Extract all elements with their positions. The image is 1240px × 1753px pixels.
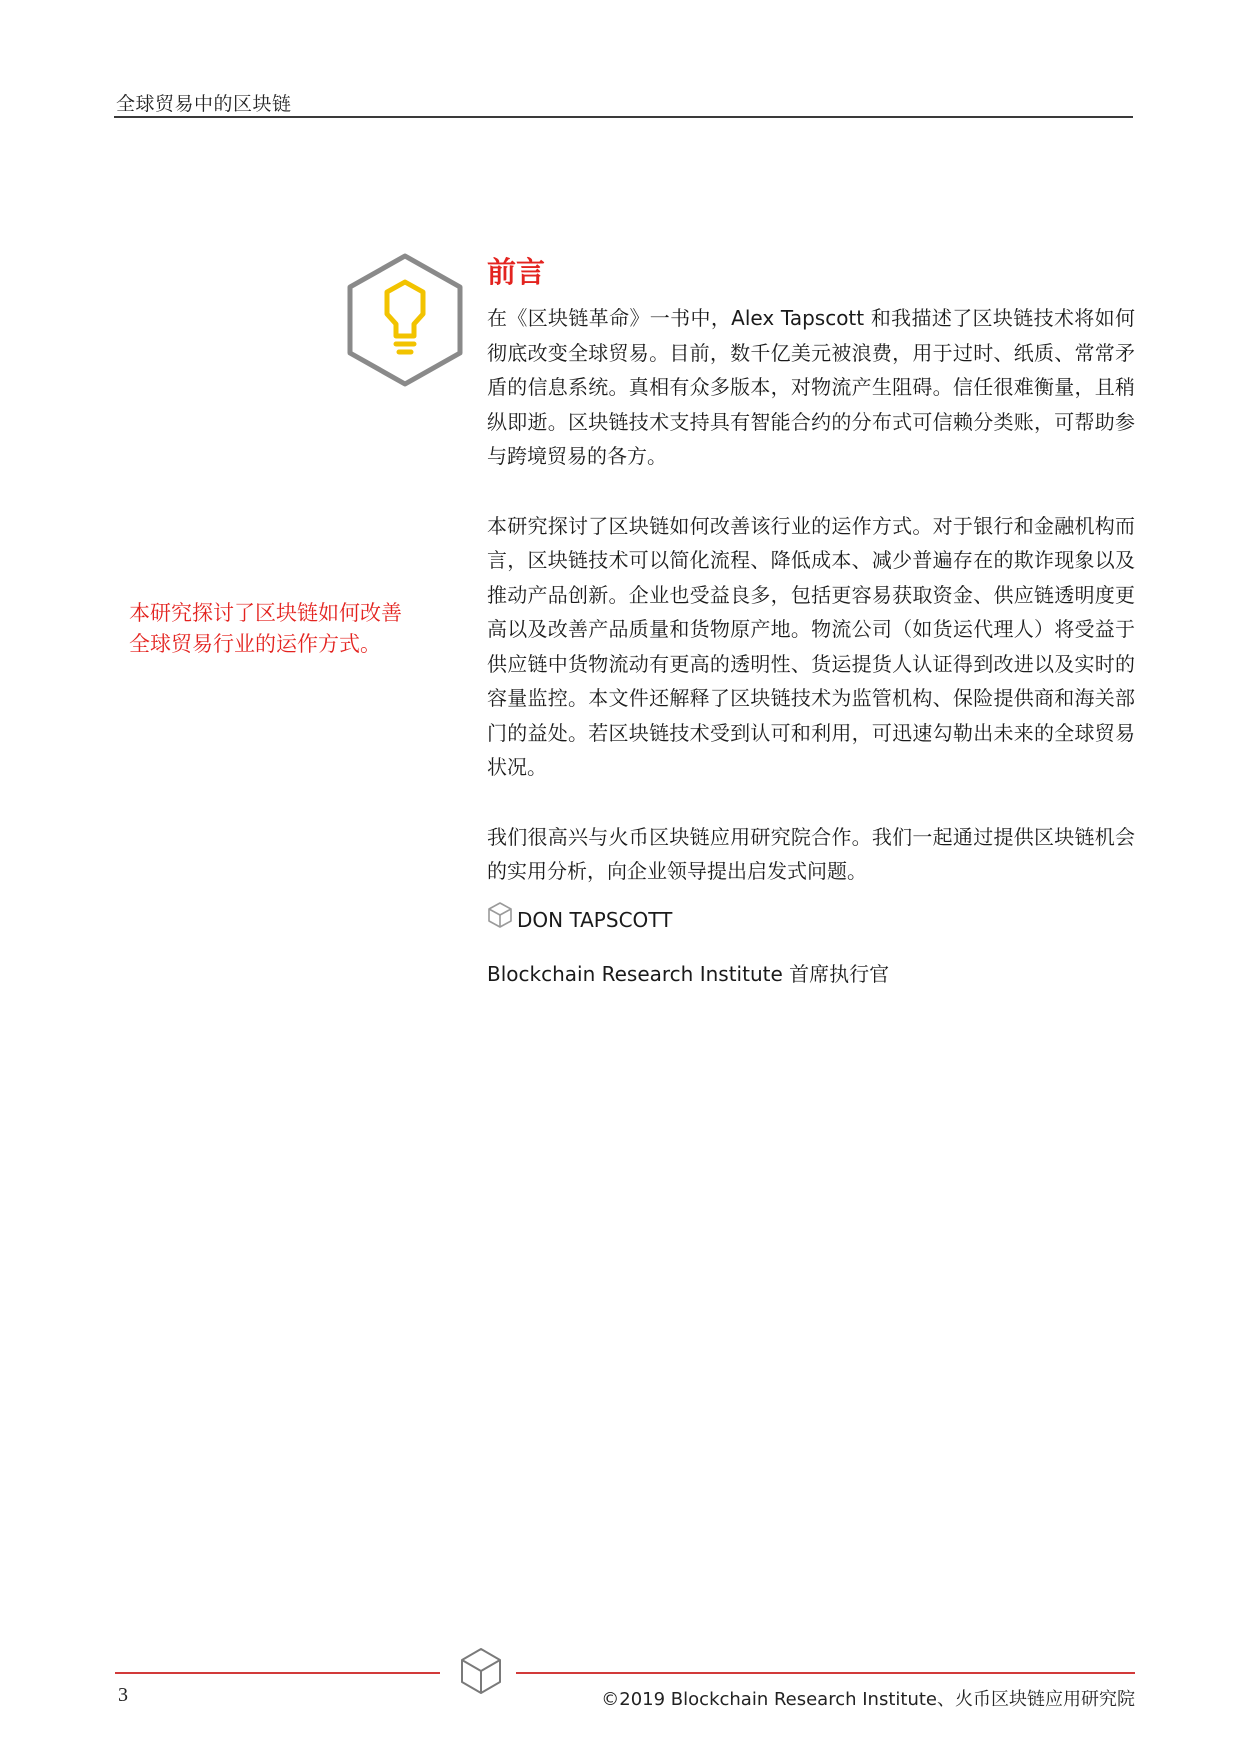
signature bbox=[487, 908, 672, 932]
section-title: 前言 bbox=[487, 255, 546, 289]
cube-icon bbox=[458, 1646, 504, 1696]
signature-role: Blockchain Research Institute 首席执行官 bbox=[487, 962, 890, 986]
running-header: 全球贸易中的区块链 bbox=[116, 93, 292, 115]
paragraph: 我们很高兴与火币区块链应用研究院合作。我们一起通过提供区块链机会的实用分析，向企业领导提出启发式问题。 bbox=[487, 824, 1135, 883]
footer-divider-left bbox=[115, 1672, 440, 1674]
cube-icon bbox=[487, 901, 513, 929]
copyright-notice: ©2019 Blockchain Research Institute、火币区块链应用研究院 bbox=[601, 1689, 1135, 1710]
pull-quote: 本研究探讨了区块链如何改善全球贸易行业的运作方式。 bbox=[129, 601, 402, 656]
page-number: 3 bbox=[118, 1684, 128, 1706]
footer-divider-right bbox=[516, 1672, 1135, 1674]
paragraph: 在《区块链革命》一书中，Alex Tapscott 和我描述了区块链技术将如何彻底改变全球贸易。目前，数千亿美元被浪费，用于过时、纸质、常常矛盾的信息系统。真相有众多版本，对物流产生阻碍。信任很难衡量，且稍纵即逝。区块链技术支持具有智能合约的分布式可信赖分类账，可帮助参与跨境贸易的各方。 bbox=[487, 306, 1135, 468]
paragraph: 本研究探讨了区块链如何改善该行业的运作方式。对于银行和金融机构而言，区块链技术可以简化流程、降低成本、减少普遍存在的欺诈现象以及推动产品创新。企业也受益良多，包括更容易获取资金、供应链透明度更高以及改善产品质量和货物原产地。物流公司（如货运代理人）将受益于供应链中货物流动有更高的透明性、货运提货人认证得到改进以及实时的容量监控。本文件还解释了区块链技术为监管机构、保险提供商和海关部门的益处。若区块链技术受到认可和利用，可迅速勾勒出未来的全球贸易状况。 bbox=[487, 513, 1135, 779]
signature-name: DON TAPSCOTT bbox=[517, 908, 673, 932]
header-divider bbox=[114, 116, 1133, 118]
lightbulb-icon bbox=[344, 252, 466, 388]
body-text bbox=[487, 301, 1135, 924]
